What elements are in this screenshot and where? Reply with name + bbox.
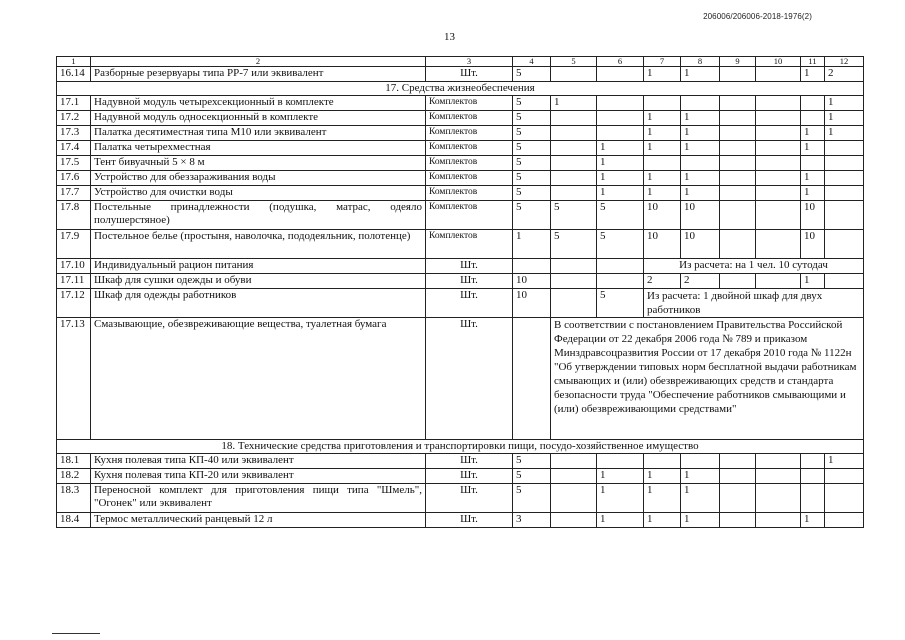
unit-cell: Шт. xyxy=(426,454,513,469)
row-number: 18.2 xyxy=(57,469,91,484)
quantity-cell: 1 xyxy=(644,126,681,141)
item-name: Постельное белье (простыня, наволочка, пододеяльник, полотенце) xyxy=(91,230,426,259)
quantity-cell: 2 xyxy=(644,274,681,289)
table-row xyxy=(57,469,864,484)
unit-cell: Шт. xyxy=(426,274,513,289)
quantity-cell xyxy=(551,186,597,201)
item-name: Тент бивуачный 5 × 8 м xyxy=(91,156,426,171)
quantity-cell xyxy=(756,484,801,513)
quantity-cell: 5 xyxy=(513,111,551,126)
item-name: Постельные принадлежности (подушка, матрас, одеяло полушерстяное) xyxy=(91,201,426,230)
quantity-cell: 5 xyxy=(513,156,551,171)
quantity-cell xyxy=(551,274,597,289)
quantity-cell: 1 xyxy=(597,171,644,186)
quantity-cell xyxy=(597,96,644,111)
quantity-cell: 10 xyxy=(681,201,720,230)
column-header: 7 xyxy=(644,57,681,67)
quantity-cell xyxy=(551,513,597,528)
quantity-cell xyxy=(513,318,551,440)
quantity-cell xyxy=(801,469,825,484)
row-number: 17.13 xyxy=(57,318,91,440)
quantity-cell: 5 xyxy=(513,201,551,230)
section-title: 17. Средства жизнеобеспечения xyxy=(57,82,864,96)
item-name: Палатка четырехместная xyxy=(91,141,426,156)
quantity-cell: 1 xyxy=(597,156,644,171)
quantity-cell: 1 xyxy=(597,469,644,484)
quantity-cell: 3 xyxy=(513,513,551,528)
quantity-cell xyxy=(720,141,756,156)
quantity-cell xyxy=(551,156,597,171)
unit-cell: Комплектов xyxy=(426,171,513,186)
row-number: 17.4 xyxy=(57,141,91,156)
column-header: 6 xyxy=(597,57,644,67)
unit-cell: Шт. xyxy=(426,484,513,513)
table-row xyxy=(57,96,864,111)
quantity-cell: 5 xyxy=(513,186,551,201)
table-row xyxy=(57,513,864,528)
quantity-cell xyxy=(551,454,597,469)
quantity-cell xyxy=(756,126,801,141)
quantity-cell: 5 xyxy=(513,96,551,111)
quantity-cell: 10 xyxy=(801,201,825,230)
quantity-cell xyxy=(720,171,756,186)
quantity-cell: 5 xyxy=(597,289,644,318)
quantity-cell xyxy=(756,67,801,82)
quantity-cell: 1 xyxy=(801,186,825,201)
quantity-cell xyxy=(756,186,801,201)
quantity-cell xyxy=(597,67,644,82)
quantity-cell xyxy=(551,289,597,318)
unit-cell: Комплектов xyxy=(426,186,513,201)
quantity-cell xyxy=(551,141,597,156)
table-row xyxy=(57,259,864,274)
quantity-cell xyxy=(551,469,597,484)
column-header: 3 xyxy=(426,57,513,67)
footer-rule xyxy=(52,633,100,634)
quantity-cell xyxy=(756,274,801,289)
quantity-cell xyxy=(825,141,864,156)
quantity-cell xyxy=(756,96,801,111)
quantity-cell: 1 xyxy=(644,513,681,528)
quantity-cell xyxy=(756,171,801,186)
quantity-cell: 1 xyxy=(825,111,864,126)
table-row xyxy=(57,111,864,126)
quantity-cell: 10 xyxy=(801,230,825,259)
quantity-cell xyxy=(681,156,720,171)
quantity-cell xyxy=(801,454,825,469)
quantity-cell: 10 xyxy=(513,289,551,318)
item-name: Устройство для обеззараживания воды xyxy=(91,171,426,186)
unit-cell: Комплектов xyxy=(426,156,513,171)
calculation-note: Из расчета: 1 двойной шкаф для двух работников xyxy=(644,289,864,318)
quantity-cell xyxy=(551,171,597,186)
table-row xyxy=(57,82,864,96)
row-number: 17.2 xyxy=(57,111,91,126)
quantity-cell: 2 xyxy=(825,67,864,82)
quantity-cell xyxy=(720,126,756,141)
quantity-cell xyxy=(825,469,864,484)
row-number: 17.3 xyxy=(57,126,91,141)
row-number: 17.12 xyxy=(57,289,91,318)
unit-cell: Комплектов xyxy=(426,201,513,230)
regulation-note: В соответствии с постановлением Правительства Российской Федерации от 22 декабря 2006 года № 789 и приказом Минздравсоцразвития России от 17 декабря 2010 года № 1122н "Об утверждении типовых норм бесплатной выдачи работникам смывающих и (или) обезвреживающих средств и стандарта безопасности труда "Обеспечение работников смывающими и (или) обезвреживающими средствами" xyxy=(551,318,864,440)
quantity-cell xyxy=(825,201,864,230)
row-number: 17.8 xyxy=(57,201,91,230)
table-row xyxy=(57,57,864,67)
item-name: Надувной модуль односекционный в комплекте xyxy=(91,111,426,126)
row-number: 17.11 xyxy=(57,274,91,289)
quantity-cell: 1 xyxy=(681,141,720,156)
item-name: Шкаф для одежды работников xyxy=(91,289,426,318)
column-header: 4 xyxy=(513,57,551,67)
quantity-cell: 1 xyxy=(825,126,864,141)
quantity-cell xyxy=(644,96,681,111)
quantity-cell xyxy=(720,469,756,484)
row-number: 16.14 xyxy=(57,67,91,82)
column-header: 2 xyxy=(91,57,426,67)
quantity-cell xyxy=(756,141,801,156)
quantity-cell: 10 xyxy=(644,201,681,230)
quantity-cell xyxy=(825,513,864,528)
item-name: Термос металлический ранцевый 12 л xyxy=(91,513,426,528)
unit-cell: Шт. xyxy=(426,67,513,82)
column-header: 10 xyxy=(756,57,801,67)
quantity-cell xyxy=(597,126,644,141)
item-name: Индивидуальный рацион питания xyxy=(91,259,426,274)
quantity-cell: 1 xyxy=(644,484,681,513)
row-number: 17.1 xyxy=(57,96,91,111)
row-number: 17.7 xyxy=(57,186,91,201)
item-name: Кухня полевая типа КП-40 или эквивалент xyxy=(91,454,426,469)
quantity-cell xyxy=(756,201,801,230)
quantity-cell xyxy=(825,274,864,289)
quantity-cell xyxy=(720,67,756,82)
quantity-cell xyxy=(551,111,597,126)
quantity-cell xyxy=(644,156,681,171)
quantity-cell xyxy=(551,126,597,141)
item-name: Разборные резервуары типа РР-7 или эквивалент xyxy=(91,67,426,82)
unit-cell: Комплектов xyxy=(426,126,513,141)
quantity-cell: 5 xyxy=(513,67,551,82)
item-name: Шкаф для сушки одежды и обуви xyxy=(91,274,426,289)
quantity-cell xyxy=(825,156,864,171)
quantity-cell: 1 xyxy=(644,111,681,126)
table-row xyxy=(57,318,864,440)
quantity-cell: 5 xyxy=(597,230,644,259)
quantity-cell xyxy=(681,96,720,111)
table-row xyxy=(57,230,864,259)
quantity-cell xyxy=(756,111,801,126)
quantity-cell xyxy=(597,111,644,126)
quantity-cell: 1 xyxy=(597,186,644,201)
quantity-cell: 10 xyxy=(513,274,551,289)
quantity-cell xyxy=(597,274,644,289)
quantity-cell xyxy=(720,513,756,528)
unit-cell: Шт. xyxy=(426,259,513,274)
quantity-cell xyxy=(720,274,756,289)
quantity-cell: 1 xyxy=(644,171,681,186)
quantity-cell: 1 xyxy=(681,469,720,484)
quantity-cell: 5 xyxy=(513,454,551,469)
unit-cell: Комплектов xyxy=(426,111,513,126)
quantity-cell: 1 xyxy=(681,126,720,141)
row-number: 18.3 xyxy=(57,484,91,513)
quantity-cell xyxy=(551,484,597,513)
table-row xyxy=(57,67,864,82)
table-row xyxy=(57,201,864,230)
column-header: 1 xyxy=(57,57,91,67)
quantity-cell xyxy=(720,111,756,126)
quantity-cell xyxy=(597,259,644,274)
quantity-cell: 1 xyxy=(801,141,825,156)
unit-cell: Шт. xyxy=(426,513,513,528)
column-header: 5 xyxy=(551,57,597,67)
table-row xyxy=(57,126,864,141)
unit-cell: Комплектов xyxy=(426,141,513,156)
section-title: 18. Технические средства приготовления и транспортировки пищи, посудо-хозяйственное имущество xyxy=(57,440,864,454)
quantity-cell: 1 xyxy=(597,484,644,513)
quantity-cell xyxy=(720,230,756,259)
quantity-cell: 1 xyxy=(681,67,720,82)
item-name: Смазывающие, обезвреживающие вещества, туалетная бумага xyxy=(91,318,426,440)
quantity-cell: 2 xyxy=(681,274,720,289)
row-number: 17.10 xyxy=(57,259,91,274)
quantity-cell: 1 xyxy=(597,513,644,528)
page-number: 13 xyxy=(444,31,455,43)
quantity-cell: 10 xyxy=(681,230,720,259)
quantity-cell: 1 xyxy=(681,484,720,513)
unit-cell: Шт. xyxy=(426,289,513,318)
row-number: 17.6 xyxy=(57,171,91,186)
table-row xyxy=(57,186,864,201)
quantity-cell: 1 xyxy=(801,274,825,289)
quantity-cell xyxy=(756,156,801,171)
unit-cell: Комплектов xyxy=(426,96,513,111)
quantity-cell: 1 xyxy=(644,186,681,201)
item-name: Надувной модуль четырехсекционный в комплекте xyxy=(91,96,426,111)
table-row xyxy=(57,141,864,156)
quantity-cell xyxy=(756,230,801,259)
quantity-cell xyxy=(551,67,597,82)
table-row xyxy=(57,440,864,454)
column-header: 11 xyxy=(801,57,825,67)
item-name: Палатка десятиместная типа М10 или эквивалент xyxy=(91,126,426,141)
quantity-cell: 1 xyxy=(825,96,864,111)
table-row xyxy=(57,289,864,318)
quantity-cell xyxy=(720,96,756,111)
item-name: Устройство для очистки воды xyxy=(91,186,426,201)
table-row xyxy=(57,274,864,289)
quantity-cell: 5 xyxy=(513,469,551,484)
quantity-cell xyxy=(756,513,801,528)
row-number: 18.4 xyxy=(57,513,91,528)
quantity-cell: 1 xyxy=(681,186,720,201)
quantity-cell: 1 xyxy=(551,96,597,111)
quantity-cell: 5 xyxy=(513,141,551,156)
table-row xyxy=(57,171,864,186)
quantity-cell xyxy=(720,484,756,513)
quantity-cell xyxy=(825,171,864,186)
column-header: 8 xyxy=(681,57,720,67)
table-row xyxy=(57,156,864,171)
equipment-table xyxy=(56,56,864,528)
quantity-cell xyxy=(681,454,720,469)
quantity-cell: 5 xyxy=(597,201,644,230)
quantity-cell xyxy=(825,186,864,201)
quantity-cell xyxy=(756,469,801,484)
unit-cell: Шт. xyxy=(426,318,513,440)
quantity-cell xyxy=(801,96,825,111)
quantity-cell: 1 xyxy=(681,171,720,186)
quantity-cell: 5 xyxy=(513,126,551,141)
quantity-cell xyxy=(513,259,551,274)
quantity-cell xyxy=(825,484,864,513)
quantity-cell: 1 xyxy=(644,141,681,156)
calculation-note: Из расчета: на 1 чел. 10 сутодач xyxy=(644,259,864,274)
row-number: 18.1 xyxy=(57,454,91,469)
quantity-cell xyxy=(720,201,756,230)
quantity-cell: 1 xyxy=(681,513,720,528)
quantity-cell xyxy=(825,230,864,259)
quantity-cell xyxy=(551,259,597,274)
quantity-cell: 1 xyxy=(801,126,825,141)
quantity-cell: 1 xyxy=(597,141,644,156)
quantity-cell xyxy=(801,111,825,126)
table-row xyxy=(57,484,864,513)
column-header: 12 xyxy=(825,57,864,67)
row-number: 17.9 xyxy=(57,230,91,259)
quantity-cell: 1 xyxy=(801,513,825,528)
unit-cell: Шт. xyxy=(426,469,513,484)
quantity-cell xyxy=(801,156,825,171)
quantity-cell xyxy=(756,454,801,469)
table-row xyxy=(57,454,864,469)
document-id: 206006/206006-2018-1976(2) xyxy=(703,12,812,21)
column-header: 9 xyxy=(720,57,756,67)
quantity-cell xyxy=(801,484,825,513)
quantity-cell xyxy=(720,186,756,201)
quantity-cell: 5 xyxy=(513,171,551,186)
quantity-cell: 1 xyxy=(825,454,864,469)
quantity-cell xyxy=(720,454,756,469)
quantity-cell: 5 xyxy=(551,201,597,230)
quantity-cell: 5 xyxy=(551,230,597,259)
row-number: 17.5 xyxy=(57,156,91,171)
quantity-cell: 1 xyxy=(513,230,551,259)
unit-cell: Комплектов xyxy=(426,230,513,259)
quantity-cell: 5 xyxy=(513,484,551,513)
quantity-cell: 1 xyxy=(681,111,720,126)
quantity-cell xyxy=(720,156,756,171)
item-name: Кухня полевая типа КП-20 или эквивалент xyxy=(91,469,426,484)
quantity-cell xyxy=(644,454,681,469)
quantity-cell: 1 xyxy=(801,171,825,186)
quantity-cell: 1 xyxy=(644,469,681,484)
quantity-cell: 10 xyxy=(644,230,681,259)
quantity-cell: 1 xyxy=(644,67,681,82)
item-name: Переносной комплект для приготовления пищи типа "Шмель", "Огонек" или эквивалент xyxy=(91,484,426,513)
quantity-cell: 1 xyxy=(801,67,825,82)
quantity-cell xyxy=(597,454,644,469)
